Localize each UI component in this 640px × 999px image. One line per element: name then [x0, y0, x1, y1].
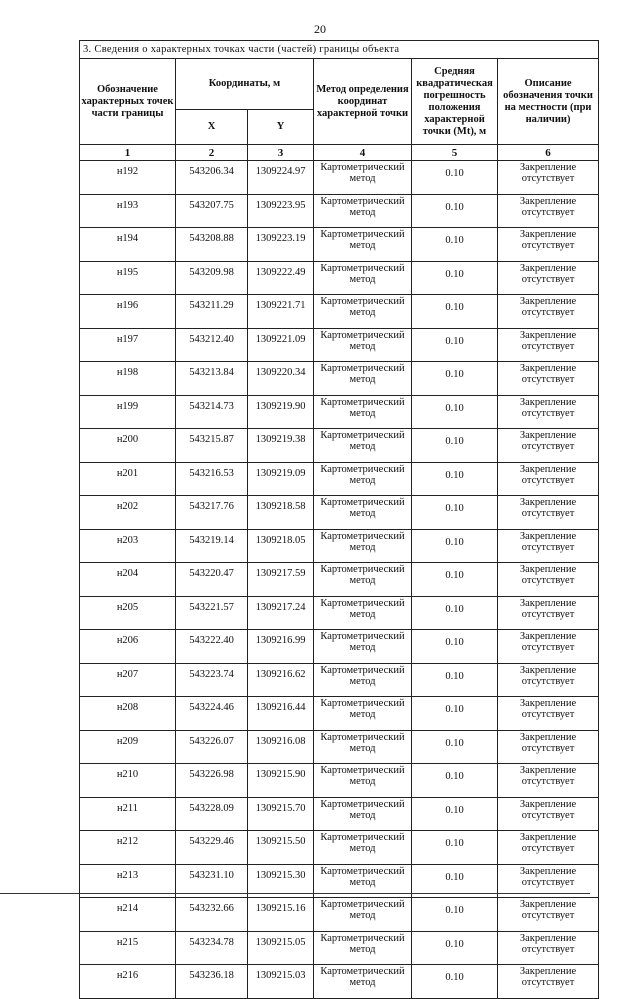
point-cell: н210 [80, 764, 176, 798]
point-cell: н216 [80, 965, 176, 999]
y-coordinate-cell: 1309217.24 [248, 596, 314, 630]
y-coordinate-cell: 1309222.49 [248, 261, 314, 295]
description-cell: Закрепление отсутствует [498, 194, 599, 228]
x-coordinate-cell: 543207.75 [176, 194, 248, 228]
point-cell: н199 [80, 395, 176, 429]
error-cell: 0.10 [412, 663, 498, 697]
x-coordinate-cell: 543221.57 [176, 596, 248, 630]
x-coordinate-cell: 543217.76 [176, 496, 248, 530]
point-cell: н207 [80, 663, 176, 697]
header-method: Метод определения координат характерной точки [314, 59, 412, 145]
x-coordinate-cell: 543215.87 [176, 429, 248, 463]
description-cell: Закрепление отсутствует [498, 362, 599, 396]
description-cell: Закрепление отсутствует [498, 462, 599, 496]
y-coordinate-cell: 1309220.34 [248, 362, 314, 396]
method-cell: Картометрический метод [314, 931, 412, 965]
point-cell: н208 [80, 697, 176, 731]
header-coords: Координаты, м [176, 59, 314, 110]
table-row [80, 697, 599, 731]
y-coordinate-cell: 1309215.03 [248, 965, 314, 999]
description-cell: Закрепление отсутствует [498, 529, 599, 563]
x-coordinate-cell: 543234.78 [176, 931, 248, 965]
x-coordinate-cell: 543206.34 [176, 161, 248, 195]
point-cell: н209 [80, 730, 176, 764]
table-body [80, 161, 599, 999]
table-row [80, 831, 599, 865]
method-cell: Картометрический метод [314, 730, 412, 764]
error-cell: 0.10 [412, 429, 498, 463]
y-coordinate-cell: 1309216.44 [248, 697, 314, 731]
description-cell: Закрепление отсутствует [498, 295, 599, 329]
error-cell: 0.10 [412, 228, 498, 262]
method-cell: Картометрический метод [314, 462, 412, 496]
point-cell: н200 [80, 429, 176, 463]
column-number: 2 [176, 145, 248, 161]
description-cell: Закрепление отсутствует [498, 965, 599, 999]
column-number: 4 [314, 145, 412, 161]
point-cell: н192 [80, 161, 176, 195]
description-cell: Закрепление отсутствует [498, 764, 599, 798]
y-coordinate-cell: 1309223.19 [248, 228, 314, 262]
y-coordinate-cell: 1309219.90 [248, 395, 314, 429]
error-cell: 0.10 [412, 395, 498, 429]
x-coordinate-cell: 543229.46 [176, 831, 248, 865]
table-row [80, 630, 599, 664]
error-cell: 0.10 [412, 496, 498, 530]
x-coordinate-cell: 543220.47 [176, 563, 248, 597]
point-cell: н193 [80, 194, 176, 228]
error-cell: 0.10 [412, 898, 498, 932]
y-coordinate-cell: 1309216.99 [248, 630, 314, 664]
error-cell: 0.10 [412, 831, 498, 865]
error-cell: 0.10 [412, 161, 498, 195]
point-cell: н198 [80, 362, 176, 396]
column-number-row [80, 145, 599, 161]
y-coordinate-cell: 1309218.05 [248, 529, 314, 563]
description-cell: Закрепление отсутствует [498, 261, 599, 295]
table-row [80, 395, 599, 429]
error-cell: 0.10 [412, 596, 498, 630]
table-row [80, 563, 599, 597]
description-cell: Закрепление отсутствует [498, 898, 599, 932]
description-cell: Закрепление отсутствует [498, 663, 599, 697]
method-cell: Картометрический метод [314, 429, 412, 463]
error-cell: 0.10 [412, 965, 498, 999]
description-cell: Закрепление отсутствует [498, 496, 599, 530]
method-cell: Картометрический метод [314, 831, 412, 865]
x-coordinate-cell: 543226.07 [176, 730, 248, 764]
error-cell: 0.10 [412, 362, 498, 396]
description-cell: Закрепление отсутствует [498, 730, 599, 764]
y-coordinate-cell: 1309215.30 [248, 864, 314, 898]
y-coordinate-cell: 1309224.97 [248, 161, 314, 195]
y-coordinate-cell: 1309219.09 [248, 462, 314, 496]
table-row [80, 663, 599, 697]
table-row [80, 764, 599, 798]
error-cell: 0.10 [412, 529, 498, 563]
point-cell: н204 [80, 563, 176, 597]
description-cell: Закрепление отсутствует [498, 563, 599, 597]
method-cell: Картометрический метод [314, 228, 412, 262]
method-cell: Картометрический метод [314, 295, 412, 329]
point-cell: н215 [80, 931, 176, 965]
description-cell: Закрепление отсутствует [498, 831, 599, 865]
table-row [80, 730, 599, 764]
x-coordinate-cell: 543208.88 [176, 228, 248, 262]
y-coordinate-cell: 1309219.38 [248, 429, 314, 463]
x-coordinate-cell: 543231.10 [176, 864, 248, 898]
table-row [80, 596, 599, 630]
y-coordinate-cell: 1309218.58 [248, 496, 314, 530]
method-cell: Картометрический метод [314, 663, 412, 697]
error-cell: 0.10 [412, 261, 498, 295]
error-cell: 0.10 [412, 697, 498, 731]
error-cell: 0.10 [412, 462, 498, 496]
method-cell: Картометрический метод [314, 496, 412, 530]
column-number: 5 [412, 145, 498, 161]
y-coordinate-cell: 1309217.59 [248, 563, 314, 597]
method-cell: Картометрический метод [314, 697, 412, 731]
boundary-points-table [79, 40, 599, 999]
table-row [80, 898, 599, 932]
description-cell: Закрепление отсутствует [498, 864, 599, 898]
y-coordinate-cell: 1309215.50 [248, 831, 314, 865]
method-cell: Картометрический метод [314, 898, 412, 932]
description-cell: Закрепление отсутствует [498, 630, 599, 664]
x-coordinate-cell: 543213.84 [176, 362, 248, 396]
error-cell: 0.10 [412, 797, 498, 831]
x-coordinate-cell: 543228.09 [176, 797, 248, 831]
header-y: Y [248, 110, 314, 145]
point-cell: н196 [80, 295, 176, 329]
table-row [80, 228, 599, 262]
error-cell: 0.10 [412, 194, 498, 228]
description-cell: Закрепление отсутствует [498, 931, 599, 965]
description-cell: Закрепление отсутствует [498, 395, 599, 429]
x-coordinate-cell: 543212.40 [176, 328, 248, 362]
column-number: 1 [80, 145, 176, 161]
method-cell: Картометрический метод [314, 395, 412, 429]
point-cell: н212 [80, 831, 176, 865]
description-cell: Закрепление отсутствует [498, 328, 599, 362]
header-error: Средняя квадратическая погрешность положения характерной точки (Mt), м [412, 59, 498, 145]
x-coordinate-cell: 543226.98 [176, 764, 248, 798]
method-cell: Картометрический метод [314, 864, 412, 898]
table-row [80, 529, 599, 563]
table-row [80, 194, 599, 228]
x-coordinate-cell: 543223.74 [176, 663, 248, 697]
y-coordinate-cell: 1309215.16 [248, 898, 314, 932]
y-coordinate-cell: 1309215.70 [248, 797, 314, 831]
description-cell: Закрепление отсутствует [498, 228, 599, 262]
description-cell: Закрепление отсутствует [498, 596, 599, 630]
point-cell: н201 [80, 462, 176, 496]
y-coordinate-cell: 1309223.95 [248, 194, 314, 228]
section-title: 3. Сведения о характерных точках части (частей) границы объекта [80, 41, 599, 59]
point-cell: н203 [80, 529, 176, 563]
method-cell: Картометрический метод [314, 965, 412, 999]
method-cell: Картометрический метод [314, 797, 412, 831]
header-x: X [176, 110, 248, 145]
point-cell: н211 [80, 797, 176, 831]
table-row [80, 965, 599, 999]
point-cell: н213 [80, 864, 176, 898]
method-cell: Картометрический метод [314, 563, 412, 597]
table-row [80, 496, 599, 530]
description-cell: Закрепление отсутствует [498, 697, 599, 731]
y-coordinate-cell: 1309216.62 [248, 663, 314, 697]
point-cell: н197 [80, 328, 176, 362]
error-cell: 0.10 [412, 730, 498, 764]
header-point: Обозначение характерных точек части границы [80, 59, 176, 145]
method-cell: Картометрический метод [314, 764, 412, 798]
method-cell: Картометрический метод [314, 161, 412, 195]
point-cell: н206 [80, 630, 176, 664]
column-number: 3 [248, 145, 314, 161]
y-coordinate-cell: 1309216.08 [248, 730, 314, 764]
table-row [80, 328, 599, 362]
method-cell: Картометрический метод [314, 596, 412, 630]
x-coordinate-cell: 543216.53 [176, 462, 248, 496]
table-row [80, 797, 599, 831]
table-row [80, 261, 599, 295]
table-row [80, 362, 599, 396]
method-cell: Картометрический метод [314, 328, 412, 362]
method-cell: Картометрический метод [314, 362, 412, 396]
error-cell: 0.10 [412, 864, 498, 898]
point-cell: н195 [80, 261, 176, 295]
point-cell: н194 [80, 228, 176, 262]
table-row [80, 295, 599, 329]
y-coordinate-cell: 1309221.09 [248, 328, 314, 362]
error-cell: 0.10 [412, 764, 498, 798]
point-cell: н202 [80, 496, 176, 530]
description-cell: Закрепление отсутствует [498, 429, 599, 463]
point-cell: н205 [80, 596, 176, 630]
x-coordinate-cell: 543224.46 [176, 697, 248, 731]
error-cell: 0.10 [412, 630, 498, 664]
description-cell: Закрепление отсутствует [498, 161, 599, 195]
method-cell: Картометрический метод [314, 630, 412, 664]
x-coordinate-cell: 543211.29 [176, 295, 248, 329]
error-cell: 0.10 [412, 563, 498, 597]
error-cell: 0.10 [412, 328, 498, 362]
x-coordinate-cell: 543232.66 [176, 898, 248, 932]
x-coordinate-cell: 543219.14 [176, 529, 248, 563]
method-cell: Картометрический метод [314, 194, 412, 228]
y-coordinate-cell: 1309215.05 [248, 931, 314, 965]
table-row [80, 429, 599, 463]
header-description: Описание обозначения точки на местности (при наличии) [498, 59, 599, 145]
error-cell: 0.10 [412, 931, 498, 965]
y-coordinate-cell: 1309221.71 [248, 295, 314, 329]
x-coordinate-cell: 543209.98 [176, 261, 248, 295]
method-cell: Картометрический метод [314, 529, 412, 563]
page-number: 20 [314, 22, 326, 36]
column-number: 6 [498, 145, 599, 161]
x-coordinate-cell: 543236.18 [176, 965, 248, 999]
description-cell: Закрепление отсутствует [498, 797, 599, 831]
table-row [80, 931, 599, 965]
method-cell: Картометрический метод [314, 261, 412, 295]
y-coordinate-cell: 1309215.90 [248, 764, 314, 798]
x-coordinate-cell: 543222.40 [176, 630, 248, 664]
bottom-rule [0, 893, 590, 894]
error-cell: 0.10 [412, 295, 498, 329]
x-coordinate-cell: 543214.73 [176, 395, 248, 429]
point-cell: н214 [80, 898, 176, 932]
table-row [80, 462, 599, 496]
table-row [80, 161, 599, 195]
